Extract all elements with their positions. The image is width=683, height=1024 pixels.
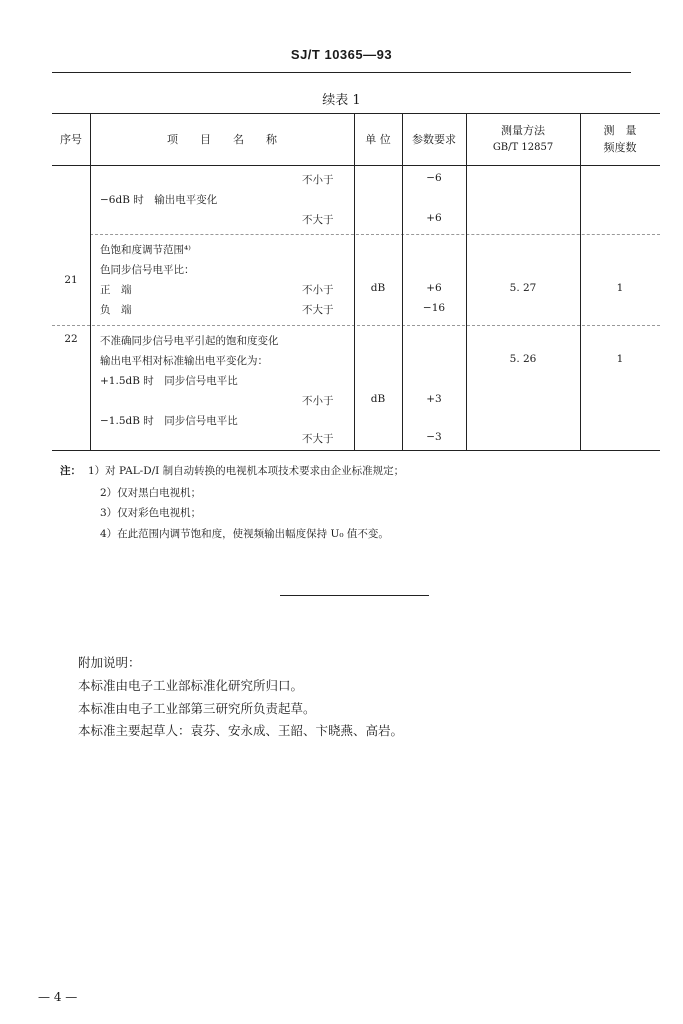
note-item: 2）仅对黑白电视机； xyxy=(100,487,202,499)
item-text: +1.5dB 时 同步信号电平比 xyxy=(100,375,238,387)
col-header-seq: 序号 xyxy=(60,133,82,146)
col-header-test-freq xyxy=(580,122,660,156)
table-header-rule xyxy=(52,165,660,166)
column-divider xyxy=(90,113,91,450)
test-method-standard: GB/T 12857 xyxy=(492,142,554,153)
col-header-unit: 单 位 xyxy=(365,133,391,146)
row-divider xyxy=(90,234,660,235)
test-method-clause: 5. 27 xyxy=(509,282,537,294)
test-frequency: 1 xyxy=(616,282,624,294)
note-item: 1）对 PAL-D/I 制自动转换的电视机本项技术要求由企业标准规定； xyxy=(88,465,405,477)
test-freq-label-2: 频度数 xyxy=(603,141,637,154)
unit-value: dB xyxy=(370,393,386,405)
test-freq-label-1: 测 量 xyxy=(603,124,637,137)
item-text: 正 端 xyxy=(100,284,132,296)
row-divider xyxy=(52,325,660,326)
item-text: 色同步信号电平比： xyxy=(100,264,195,276)
param-value: +3 xyxy=(426,393,442,405)
standard-code: SJ/T 10365—93 xyxy=(290,47,393,62)
condition-label: 不小于 xyxy=(302,284,334,296)
item-text: 不准确同步信号电平引起的饱和度变化 xyxy=(100,335,279,347)
table-caption: 续表 1 xyxy=(322,93,361,108)
additional-title: 附加说明： xyxy=(78,655,141,670)
test-method-label: 测量方法 xyxy=(501,124,545,137)
end-rule xyxy=(280,595,429,596)
row-number: 22 xyxy=(64,333,78,345)
item-text: 输出电平相对标准输出电平变化为： xyxy=(100,355,268,367)
param-value: −16 xyxy=(422,302,446,314)
unit-value: dB xyxy=(370,282,386,294)
param-value: −6 xyxy=(426,172,442,184)
condition-label: 不小于 xyxy=(302,174,334,186)
item-text: −6dB 时 输出电平变化 xyxy=(100,194,218,206)
col-header-param-req: 参数要求 xyxy=(412,133,456,146)
page-number: — 4 — xyxy=(38,990,78,1004)
additional-line: 本标准由电子工业部标准化研究所归口。 xyxy=(78,678,304,693)
condition-label: 不大于 xyxy=(302,304,334,316)
param-value: −3 xyxy=(426,431,442,443)
test-frequency: 1 xyxy=(616,353,624,365)
row-number: 21 xyxy=(64,274,78,286)
test-method-clause: 5. 26 xyxy=(509,353,537,365)
notes-label: 注： xyxy=(60,465,81,477)
item-text: −1.5dB 时 同步信号电平比 xyxy=(100,415,238,427)
item-text: 色饱和度调节范围⁴⁾ xyxy=(100,244,191,256)
condition-label: 不小于 xyxy=(302,395,334,407)
additional-line: 本标准主要起草人：袁芬、安永成、王韶、卞晓燕、高岩。 xyxy=(78,723,404,738)
additional-line: 本标准由电子工业部第三研究所负责起草。 xyxy=(78,701,316,716)
col-header-test-method xyxy=(466,122,580,156)
header-rule xyxy=(52,72,631,73)
condition-label: 不大于 xyxy=(302,433,334,445)
condition-label: 不大于 xyxy=(302,214,334,226)
table-top-rule xyxy=(52,113,660,114)
col-header-item-name: 项 目 名 称 xyxy=(167,133,277,146)
param-value: +6 xyxy=(426,282,442,294)
item-text: 负 端 xyxy=(100,304,132,316)
note-item: 4）在此范围内调节饱和度，使视频输出幅度保持 U₀ 值不变。 xyxy=(100,528,389,540)
table-bottom-rule xyxy=(52,450,660,451)
note-item: 3）仅对彩色电视机； xyxy=(100,507,202,519)
param-value: +6 xyxy=(426,212,442,224)
